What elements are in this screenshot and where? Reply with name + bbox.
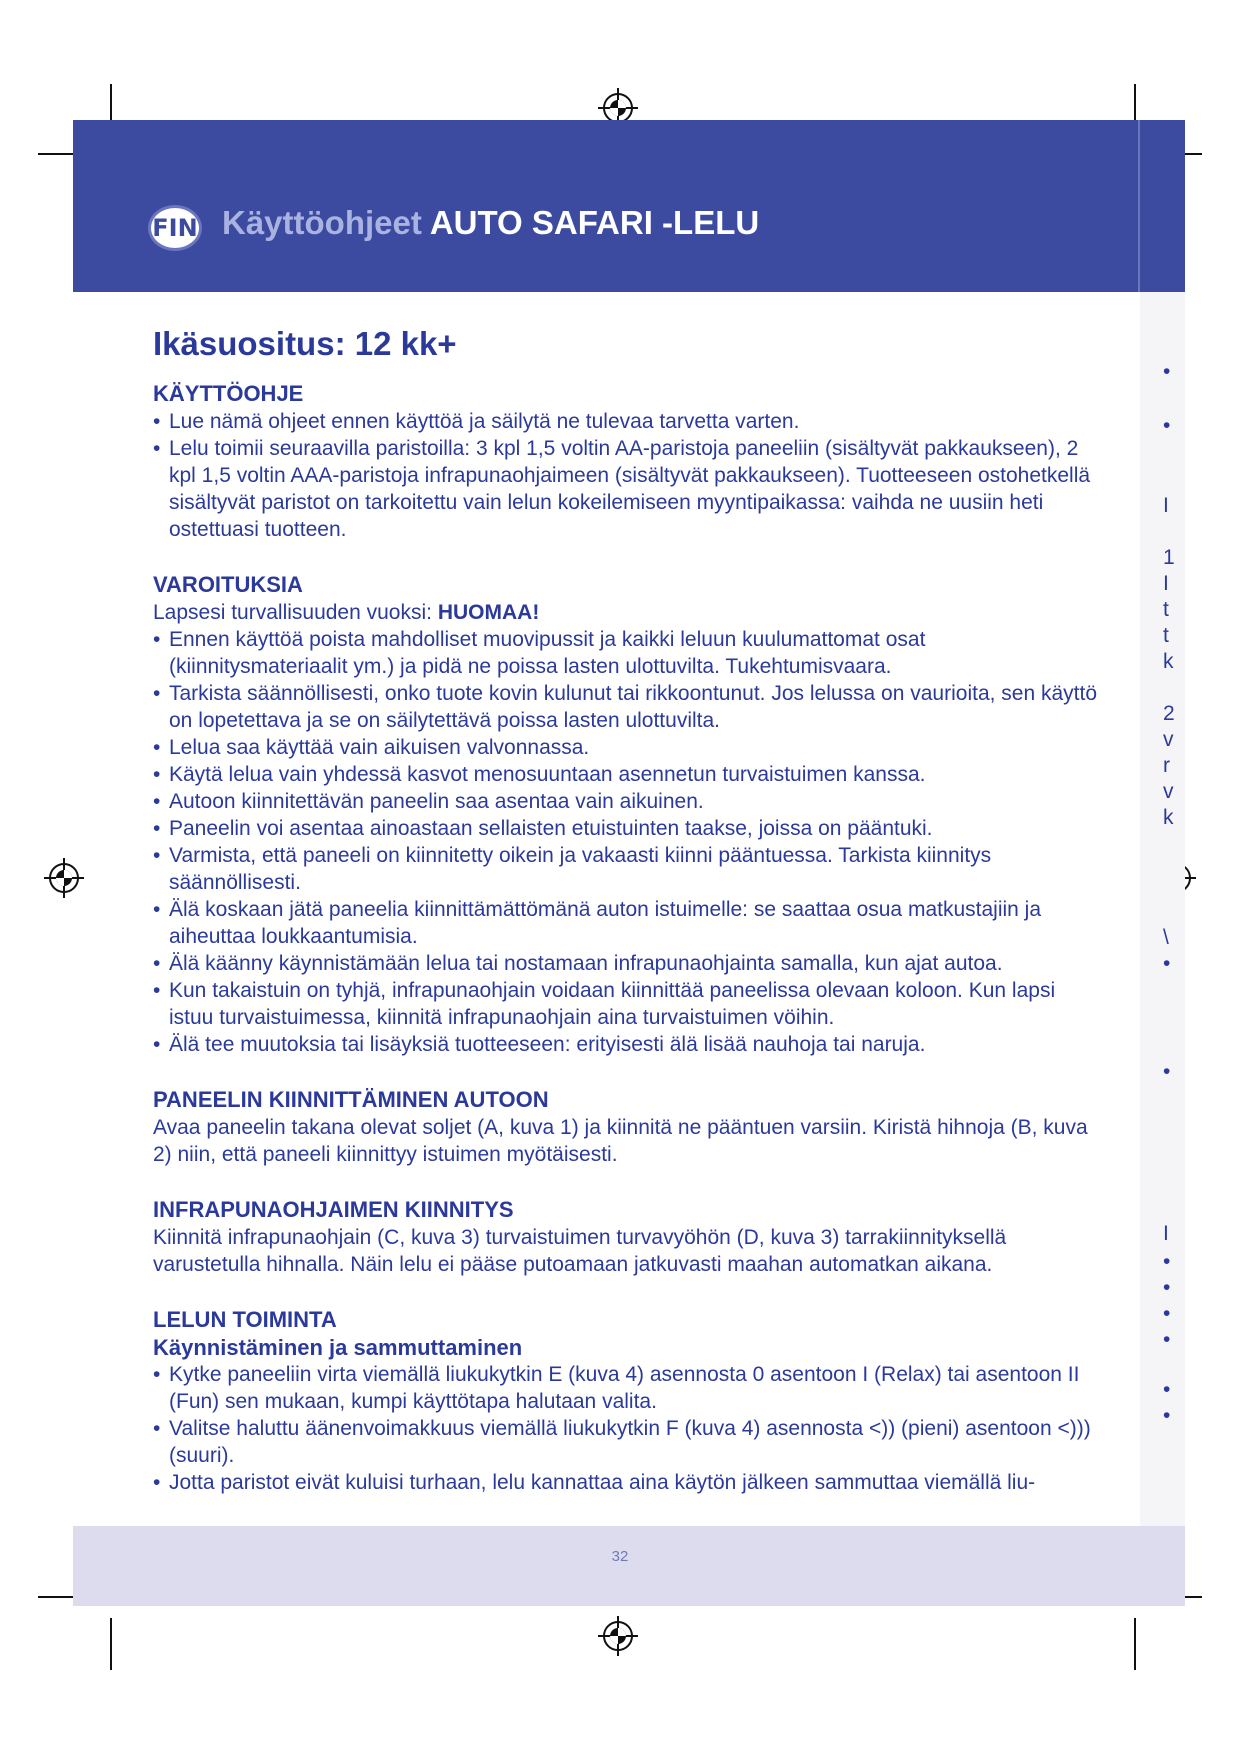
fragment: r <box>1163 754 1170 777</box>
registration-mark-icon <box>42 856 86 900</box>
title-light: Käyttöohjeet <box>222 204 422 241</box>
list-item: • Valitse haluttu äänenvoimakkuus viemällä liukukytkin F (kuva 4) asennosta <)) (pieni) asentoon <))) (suuri). <box>153 1415 1103 1469</box>
age-recommendation: Ikäsuositus: 12 kk+ <box>153 325 457 362</box>
list-item: • Autoon kiinnitettävän paneelin saa asentaa vain aikuinen. <box>153 788 1103 815</box>
footer-band <box>73 1526 1185 1606</box>
operation-list <box>153 1361 1103 1496</box>
fragment: v <box>1163 780 1174 803</box>
list-item: • Tarkista säännöllisesti, onko tuote kovin kulunut tai rikkoontunut. Jos lelussa on vaurioita, sen käyttö on lopetettava ja se on säilytettävä poissa lasten ulottuvilta. <box>153 680 1103 734</box>
list-item: • Käytä lelua vain yhdessä kasvot menosuuntaan asennetun turvaistuimen kanssa. <box>153 761 1103 788</box>
usage-section <box>153 380 1103 543</box>
fragment: • <box>1163 1378 1171 1401</box>
usage-heading: KÄYTTÖOHJE <box>153 381 304 406</box>
list-item: • Älä käänny käynnistämään lelua tai nostamaan infrapunaohjainta samalla, kun ajat autoa. <box>153 950 1103 977</box>
panel-mounting-text: Avaa paneelin takana olevat soljet (A, kuva 1) ja kiinnitä ne pääntuen varsiin. Kiristä hihnoja (B, kuva 2) niin, että paneeli kiinnittyy istuimen myötäisesti. <box>153 1116 1088 1166</box>
fragment: k <box>1163 650 1174 673</box>
fragment: I <box>1163 494 1169 517</box>
remote-mounting-section <box>153 1196 1103 1278</box>
remote-mounting-text: Kiinnitä infrapunaohjain (C, kuva 3) turvaistuimen turvavyöhön (D, kuva 3) tarrakiinnityksellä varustetulla hihnalla. Näin lelu ei pääse putoamaan jatkuvasti maahan automatkan aikana. <box>153 1226 1007 1276</box>
fragment: I <box>1163 1222 1169 1245</box>
warnings-intro-bold: HUOMAA! <box>437 601 540 624</box>
warnings-heading: VAROITUKSIA <box>153 572 303 597</box>
warnings-intro <box>153 599 1103 626</box>
warnings-intro-text: Lapsesi turvallisuuden vuoksi: <box>153 601 432 624</box>
document-body <box>153 322 1103 1524</box>
list-item: • Lue nämä ohjeet ennen käyttöä ja säilytä ne tulevaa tarvetta varten. <box>153 408 1103 435</box>
list-item: • Älä koskaan jätä paneelia kiinnittämättömänä auton istuimelle: se saattaa osua matkustajiin ja aiheuttaa loukkaantumisia. <box>153 896 1103 950</box>
list-item: • Varmista, että paneeli on kiinnitetty oikein ja vakaasti kiinni pääntuessa. Tarkista kiinnitys säännöllisesti. <box>153 842 1103 896</box>
warnings-section <box>153 571 1103 1058</box>
fragment: • <box>1163 1276 1171 1299</box>
fragment: t <box>1163 598 1169 621</box>
usage-list <box>153 408 1103 543</box>
fragment: • <box>1163 952 1171 975</box>
registration-mark-icon <box>596 1614 640 1658</box>
fragment: • <box>1163 1060 1171 1083</box>
fragment: • <box>1163 1328 1171 1351</box>
fragment: • <box>1163 414 1171 437</box>
page-number: 32 <box>611 1548 629 1565</box>
remote-mounting-heading: INFRAPUNAOHJAIMEN KIINNITYS <box>153 1197 514 1222</box>
fragment: k <box>1163 806 1174 829</box>
list-item: • Jotta paristot eivät kuluisi turhaan, lelu kannattaa aina käytön jälkeen sammuttaa viemällä liu- <box>153 1469 1103 1496</box>
operation-subheading: Käynnistäminen ja sammuttaminen <box>153 1335 523 1360</box>
fragment: \ <box>1163 926 1169 949</box>
title-strong: AUTO SAFARI -LELU <box>429 204 760 241</box>
list-item: • Kun takaistuin on tyhjä, infrapunaohjain voidaan kiinnittää paneelissa olevaan koloon. Kun lapsi istuu turvaistuimessa, kiinnitä infrapunaohjain aina turvaistuimen vöihin. <box>153 977 1103 1031</box>
language-badge: FIN <box>148 205 202 251</box>
list-item: • Paneelin voi asentaa ainoastaan sellaisten etuistuinten taakse, joissa on pääntuki. <box>153 815 1103 842</box>
crop-mark <box>1134 1618 1136 1670</box>
warnings-list <box>153 626 1103 1058</box>
fragment: • <box>1163 360 1171 383</box>
list-item: • Lelu toimii seuraavilla paristoilla: 3 kpl 1,5 voltin AA-paristoja paneeliin (sisältyvät pakkaukseen), 2 kpl 1,5 voltin AAA-paristoja infrapunaohjaimeen (sisältyvät pakkaukseen). Tuotteeseen ostohetkellä sisältyvät paristot on tarkoitettu vain lelun kokeilemiseen myyntipaikassa: vaihda ne uusiin heti ostettuasi tuotteen. <box>153 435 1103 543</box>
crop-mark <box>110 1618 112 1670</box>
list-item: • Lelua saa käyttää vain aikuisen valvonnassa. <box>153 734 1103 761</box>
page-title <box>222 204 759 242</box>
fragment: • <box>1163 1302 1171 1325</box>
fold-line <box>1138 120 1140 292</box>
fragment: v <box>1163 728 1174 751</box>
fragment: I <box>1163 572 1169 595</box>
fragment: 2 <box>1163 702 1175 725</box>
operation-section <box>153 1306 1103 1496</box>
list-item: • Kytke paneeliin virta viemällä liukukytkin E (kuva 4) asennosta 0 asentoon I (Relax) tai asentoon II (Fun) sen mukaan, kumpi käyttötapa halutaan valita. <box>153 1361 1103 1415</box>
panel-mounting-section <box>153 1086 1103 1168</box>
list-item: • Älä tee muutoksia tai lisäyksiä tuotteeseen: erityisesti älä lisää nauhoja tai naruja. <box>153 1031 1103 1058</box>
fragment: • <box>1163 1250 1171 1273</box>
fragment: • <box>1163 1404 1171 1427</box>
list-item: • Ennen käyttöä poista mahdolliset muovipussit ja kaikki leluun kuulumattomat osat (kiinnitysmateriaalit ym.) ja pidä ne poissa lasten ulottuvilta. Tukehtumisvaara. <box>153 626 1103 680</box>
operation-heading: LELUN TOIMINTA <box>153 1307 337 1332</box>
fragment: t <box>1163 624 1169 647</box>
panel-mounting-heading: PANEELIN KIINNITTÄMINEN AUTOON <box>153 1087 549 1112</box>
fragment: 1 <box>1163 546 1175 569</box>
